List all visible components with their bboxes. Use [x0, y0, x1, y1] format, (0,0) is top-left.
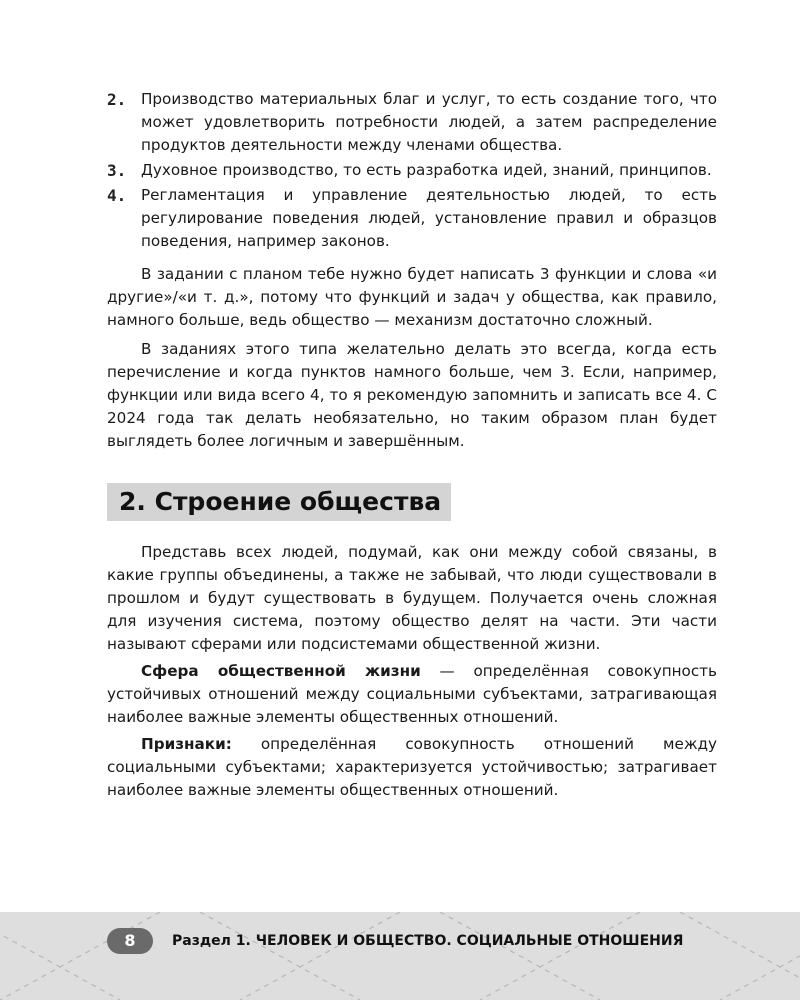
features-term: Признаки: — [141, 735, 232, 753]
section-heading: 2. Строение общества — [107, 483, 451, 521]
list-item-text: Регламентация и управление деятельностью людей, то есть регулирование поведения людей, установление правил и образцов поведения, например законов. — [141, 186, 717, 250]
list-item-text: Производство материальных благ и услуг, то есть создание того, что может удовлетворить потребности людей, а затем распределение продуктов деятельности между членами общества. — [141, 90, 717, 154]
list-item — [107, 159, 717, 182]
paragraph: В задании с планом тебе нужно будет написать 3 функции и слова «и другие»/«и т. д.», потому что функций и задач у общества, как правило, намного больше, ведь общество — механизм достаточно сложный. — [107, 265, 717, 329]
list-item-text: Духовное производство, то есть разработка идей, знаний, принципов. — [141, 161, 712, 179]
page-number-badge: 8 — [107, 928, 153, 954]
definition-text: — определённая совокупность устойчивых отношений между социальными субъектами, затрагивающая наиболее важные элементы общественных отношений. — [107, 662, 717, 726]
list-number: 4. — [107, 186, 127, 205]
paragraph: Представь всех людей, подумай, как они между собой связаны, в какие группы объединены, а также не забывай, что люди существовали в прошлом и будут существовать в будущем. Получается очень сложная для изучения система, поэтому общество делят на части. Эти части называют сферами или подсистемами общественной жизни. — [107, 543, 717, 653]
footer-pattern — [0, 912, 800, 1000]
features-paragraph — [107, 733, 717, 802]
running-section-title: Раздел 1. ЧЕЛОВЕК И ОБЩЕСТВО. СОЦИАЛЬНЫЕ ОТНОШЕНИЯ — [172, 933, 684, 949]
section-heading-wrap — [107, 483, 717, 521]
definition-term: Сфера общественной жизни — [141, 662, 421, 680]
list-item — [107, 184, 717, 253]
list-number: 3. — [107, 161, 127, 180]
page-footer — [0, 912, 800, 1000]
list-number: 2. — [107, 90, 127, 109]
list-item — [107, 88, 717, 157]
features-text: определённая совокупность отношений между социальными субъектами; характеризуется устойчивостью; затрагивает наиболее важные элементы общественных отношений. — [107, 735, 717, 799]
paragraph: В заданиях этого типа желательно делать это всегда, когда есть перечисление и когда пунктов намного больше, чем 3. Если, например, функции или вида всего 4, то я рекомендую запомнить и записать все 4. С 2024 года так делать необязательно, но таким образом план будет выглядеть более логичным и завершённым. — [107, 340, 717, 450]
page-content — [107, 88, 717, 802]
definition-paragraph — [107, 660, 717, 729]
